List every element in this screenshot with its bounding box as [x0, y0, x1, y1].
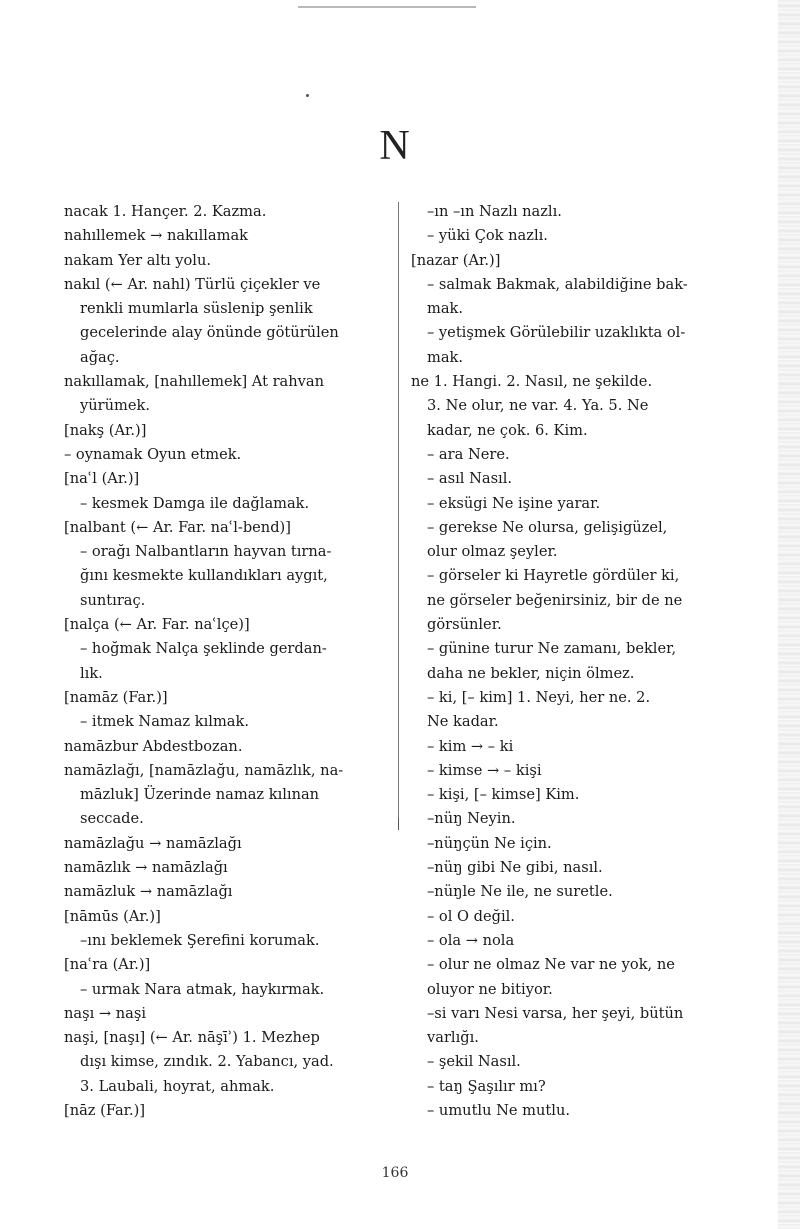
entry-line: renkli mumlarla süslenip şenlik [80, 300, 313, 318]
entry-line: –si varı Nesi varsa, her şeyi, bütün [427, 1004, 684, 1022]
entry-line: – gerekse Ne olursa, gelişigüzel, [427, 518, 668, 536]
right-column [411, 200, 757, 1123]
entry-line: –nüŋle Ne ile, ne suretle. [427, 883, 613, 901]
entry-line: – orağı Nalbantların hayvan tırna- [80, 543, 332, 561]
entry-line: 3. Laubali, hoyrat, ahmak. [80, 1077, 275, 1095]
entry-line: namāzlağu → namāzlağı [64, 834, 242, 852]
entry-line: naşı → naşi [64, 1004, 147, 1022]
entry-line: yürümek. [80, 397, 150, 415]
left-column [64, 200, 386, 1123]
entry-line: namāzbur Abdestbozan. [64, 737, 243, 755]
entry-line: ağaç. [80, 348, 120, 366]
top-scan-rule [298, 6, 476, 8]
entry-line: [nakş (Ar.)] [64, 421, 147, 439]
entry-line: nahıllemek → nakıllamak [64, 227, 248, 245]
entry-line: lık. [80, 664, 103, 682]
entry-line: oluyor ne bitiyor. [427, 980, 553, 998]
entry-line: [nāz (Far.)] [64, 1101, 146, 1119]
entry-line: [nalbant (← Ar. Far. naʿl-bend)] [64, 518, 291, 536]
entry-line: – yüki Çok nazlı. [427, 227, 548, 245]
entry-line: [nazar (Ar.)] [411, 251, 501, 269]
entry-line: – ara Nere. [427, 445, 510, 463]
entry-line: –ın –ın Nazlı nazlı. [427, 203, 562, 220]
section-letter-heading: N [379, 123, 411, 169]
entry-line: [naʿl (Ar.)] [64, 470, 140, 488]
entry-line: – asıl Nasıl. [427, 470, 513, 488]
entry-line: ne görseler beğenirsiniz, bir de ne [427, 591, 683, 609]
entry-line: –nüŋçün Ne için. [427, 834, 552, 852]
entry-line: nakam Yer altı yolu. [64, 251, 212, 269]
entry-line: – oynamak Oyun etmek. [64, 445, 242, 463]
entry-line: – görseler ki Hayretle gördüler ki, [427, 567, 680, 585]
entry-line: [namāz (Far.)] [64, 688, 168, 706]
entry-line: 3. Ne olur, ne var. 4. Ya. 5. Ne [427, 397, 649, 415]
entry-line: Ne kadar. [427, 713, 499, 731]
entry-line: – kesmek Damga ile dağlamak. [80, 494, 310, 512]
entry-line: ğını kesmekte kullandıkları aygıt, [80, 567, 328, 585]
entry-line: – urmak Nara atmak, haykırmak. [80, 980, 325, 998]
entry-line: kadar, ne çok. 6. Kim. [427, 421, 588, 439]
entry-line: namāzlağı, [namāzlağu, namāzlık, na- [64, 761, 344, 779]
entry-line: – ol O değil. [427, 907, 515, 925]
entry-line: naşi, [naşı] (← Ar. nāşīʾ) 1. Mezhep [64, 1029, 320, 1047]
entry-line: – umutlu Ne mutlu. [427, 1101, 570, 1119]
entry-line: suntıraç. [80, 591, 146, 609]
entry-line: [nāmūs (Ar.)] [64, 907, 161, 925]
ink-dot [306, 94, 309, 97]
entry-line: mak. [427, 348, 464, 366]
column-divider [398, 202, 399, 824]
entry-line: – taŋ Şaşılır mı? [427, 1077, 546, 1095]
entry-line: seccade. [80, 810, 144, 828]
entry-line: – hoğmak Nalça şeklinde gerdan- [80, 640, 327, 658]
entry-line: namāzlık → namāzlağı [64, 859, 228, 877]
entry-line: – itmek Namaz kılmak. [80, 713, 249, 731]
column-divider-tick [398, 818, 399, 830]
entry-line: – günine turur Ne zamanı, bekler, [427, 640, 677, 658]
entry-line: nakıl (← Ar. nahl) Türlü çiçekler ve [64, 275, 321, 293]
entry-line: – salmak Bakmak, alabildiğine bak- [427, 275, 688, 293]
entry-line: mak. [427, 300, 464, 318]
entry-line: māzluk] Üzerinde namaz kılınan [80, 786, 320, 804]
page-edge-scan-artifact [778, 0, 800, 1229]
entry-line: – kimse → – kişi [427, 761, 542, 779]
entry-line: –nüŋ gibi Ne gibi, nasıl. [427, 859, 603, 877]
entry-line: nacak 1. Hançer. 2. Kazma. [64, 203, 267, 220]
entry-line: – şekil Nasıl. [427, 1053, 521, 1071]
entry-line: – ki, [– kim] 1. Neyi, her ne. 2. [427, 688, 651, 706]
page-number: 166 [381, 1165, 409, 1181]
entry-line: görsünler. [427, 616, 502, 634]
entry-line: –ını beklemek Şerefini korumak. [80, 931, 320, 949]
entry-line: daha ne bekler, niçin ölmez. [427, 664, 635, 682]
entry-line: – eksügi Ne işine yarar. [427, 494, 601, 512]
entry-line: varlığı. [427, 1029, 479, 1047]
entry-line: – kim → – ki [427, 737, 514, 755]
entry-line: – kişi, [– kimse] Kim. [427, 786, 580, 804]
entry-line: – olur ne olmaz Ne var ne yok, ne [427, 956, 675, 974]
entry-line: – ola → nola [427, 931, 515, 949]
entry-line: gecelerinde alay önünde götürülen [80, 324, 339, 342]
entry-line: [naʿra (Ar.)] [64, 956, 151, 974]
entry-line: [nalça (← Ar. Far. naʿlçe)] [64, 616, 250, 634]
entry-line: namāzluk → namāzlağı [64, 883, 233, 901]
entry-line: – yetişmek Görülebilir uzaklıkta ol- [427, 324, 686, 342]
entry-line: nakıllamak, [nahıllemek] At rahvan [64, 373, 324, 391]
entry-line: –nüŋ Neyin. [427, 810, 516, 828]
entry-line: dışı kimse, zındık. 2. Yabancı, yad. [80, 1053, 334, 1071]
entry-line: olur olmaz şeyler. [427, 543, 558, 561]
entry-line: ne 1. Hangi. 2. Nasıl, ne şekilde. [411, 373, 653, 391]
